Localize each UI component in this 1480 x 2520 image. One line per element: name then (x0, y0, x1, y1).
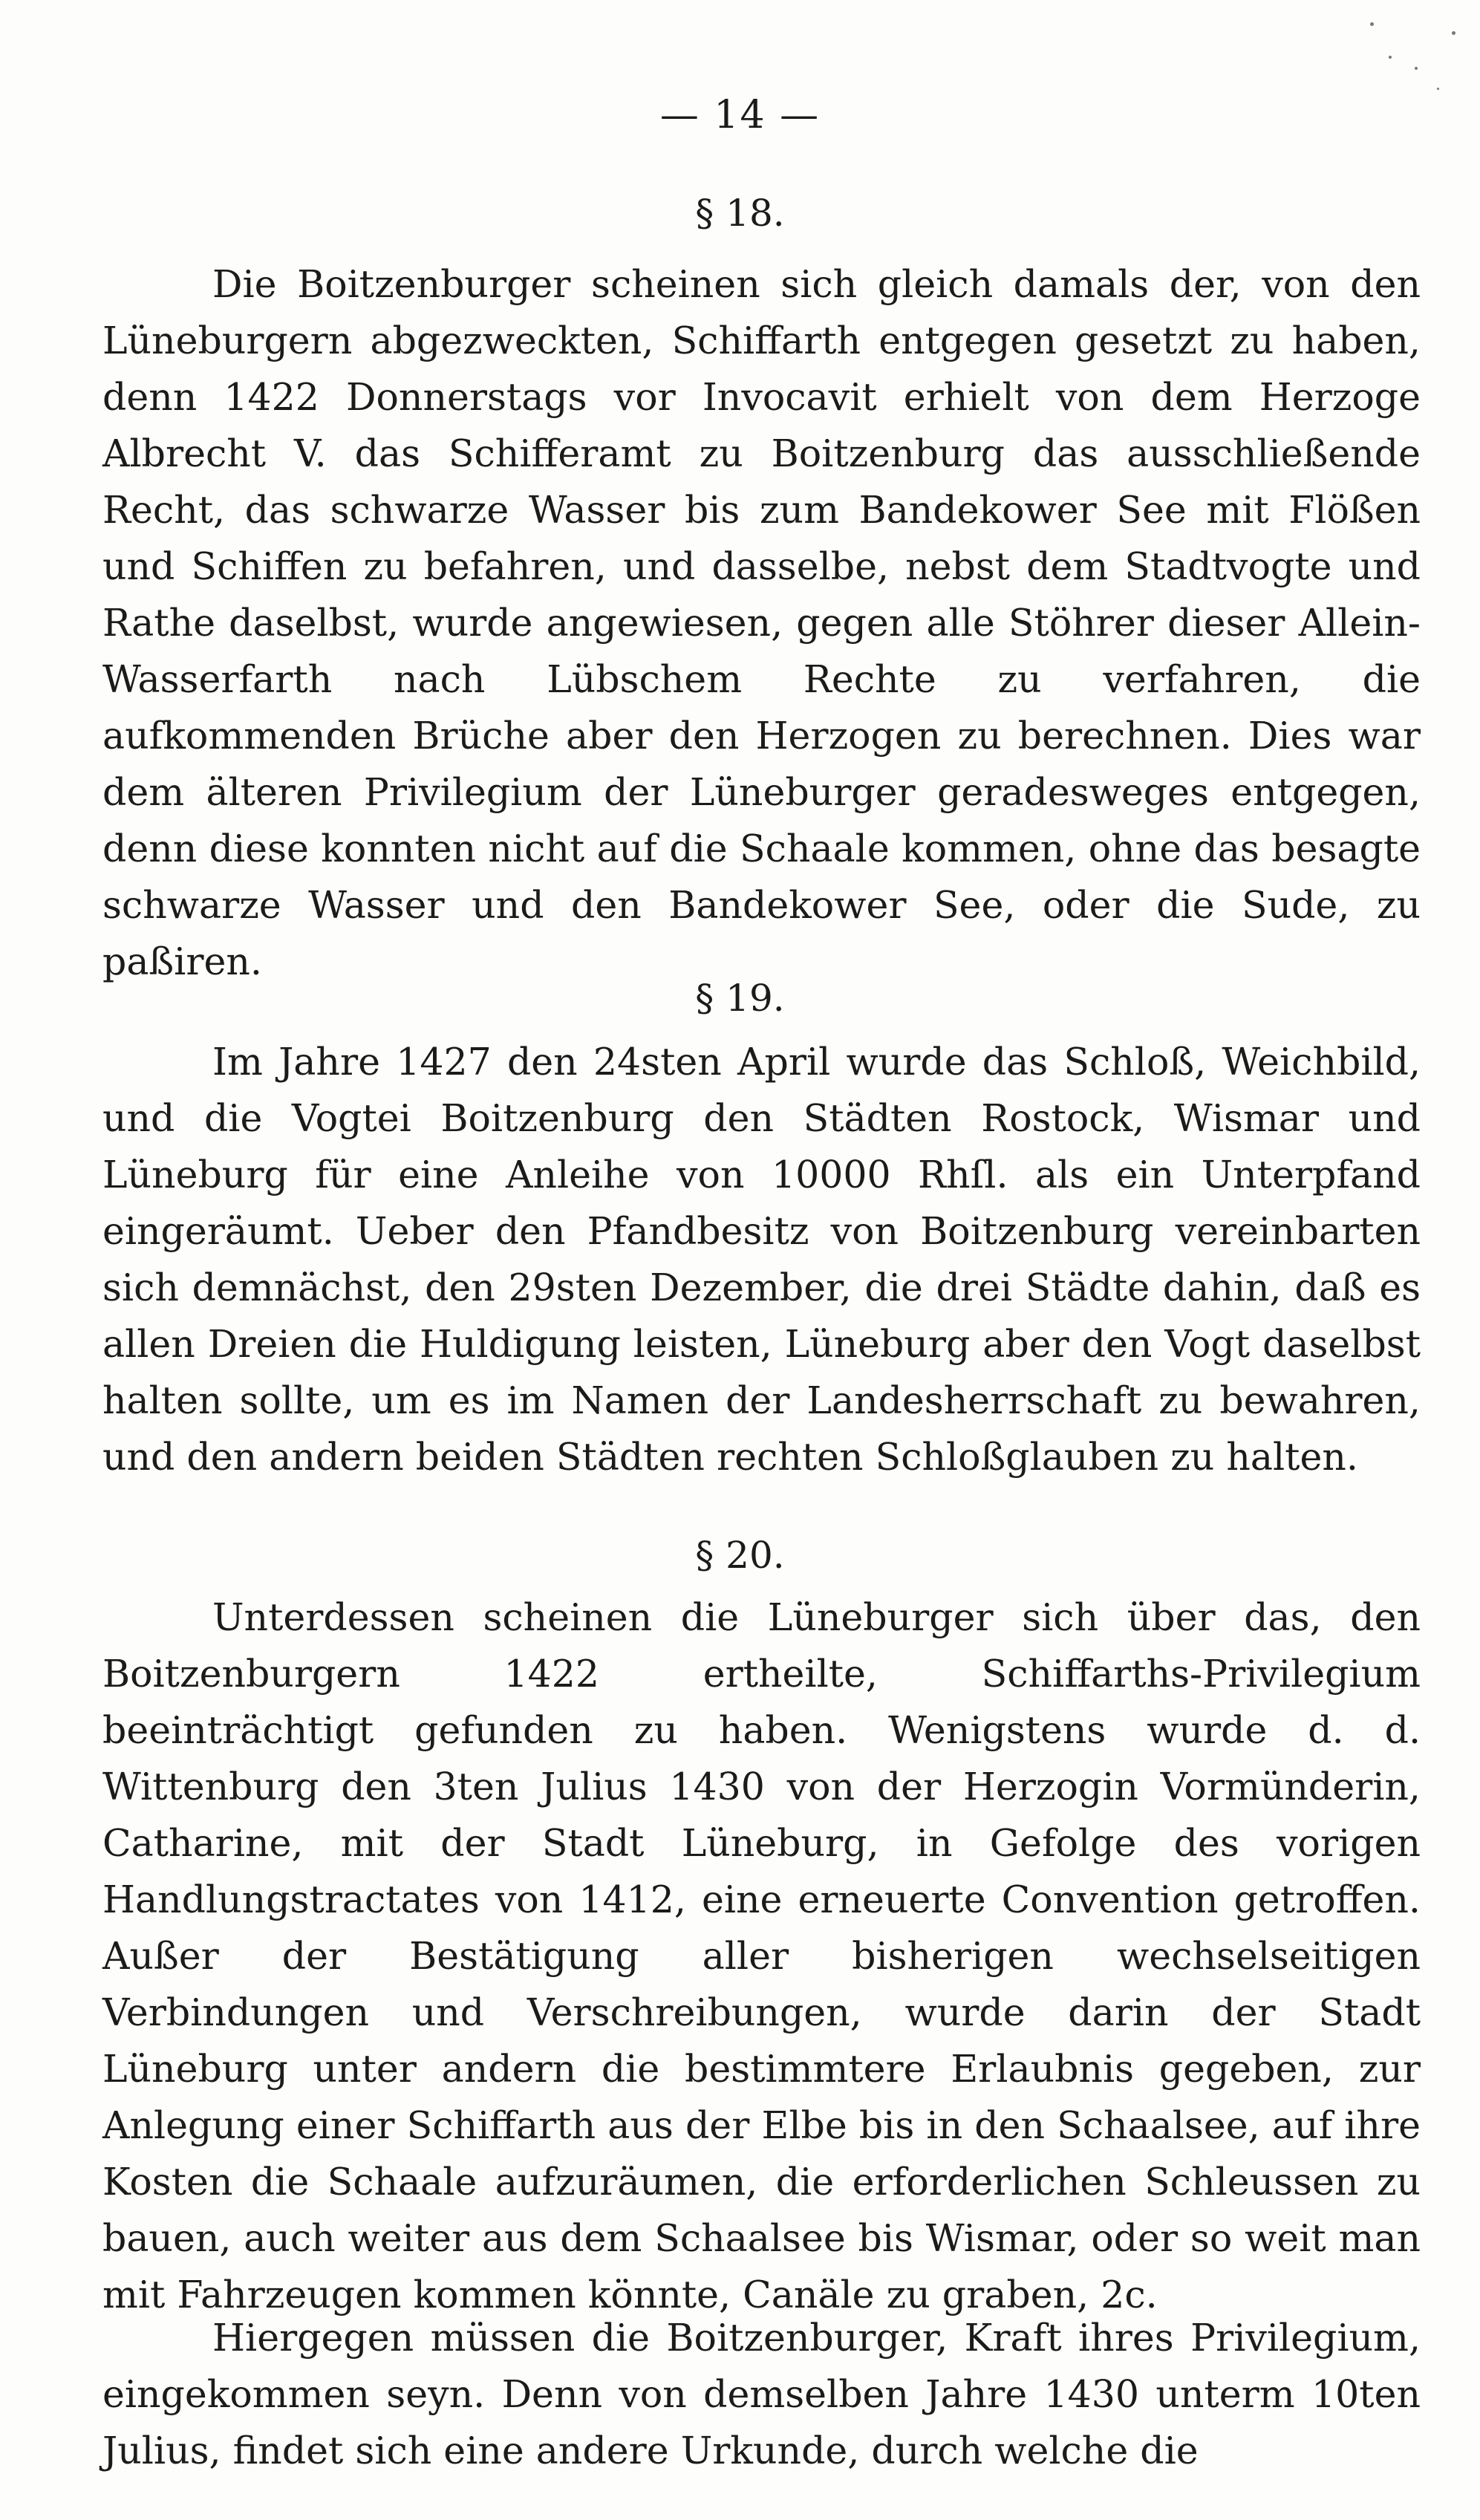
section-heading-18: § 18. (695, 192, 785, 235)
scan-speck (1415, 67, 1418, 70)
paragraph-18-1: Die Boitzenburger scheinen sich gleich damals der, von den Lüneburgern abgezweckten, Schiffarth entgegen gesetzt zu haben, denn 1422 Donnerstags vor Invocavit erhielt von dem Herzoge Albrecht V. das Schifferamt zu Boitzenburg das ausschließende Recht, das schwarze Wasser bis zum Bandekower See mit Flößen und Schiffen zu befahren, und dasselbe, nebst dem Stadtvogte und Rathe daselbst, wurde angewiesen, gegen alle Stöhrer dieser Allein-Wasserfarth nach Lübschem Rechte zu verfahren, die aufkommenden Brüche aber den Herzogen zu berechnen. Dies war dem älteren Privilegium der Lüneburger geradesweges entgegen, denn diese konnten nicht auf die Schaale kommen, ohne das besagte schwarze Wasser und den Bandekower See, oder die Sude, zu paßiren. (102, 262, 1421, 983)
section-heading-20: § 20. (695, 1534, 785, 1577)
scan-speck (1437, 88, 1439, 90)
section-heading-19: § 19. (695, 977, 785, 1020)
paragraph-19-1: Im Jahre 1427 den 24sten April wurde das Schloß, Weichbild, und die Vogtei Boitzenburg den Städten Rostock, Wismar und Lüneburg für eine Anleihe von 10000 Rhſl. als ein Unterpfand eingeräumt. Ueber den Pfandbesitz von Boitzenburg vereinbarten sich demnächst, den 29sten Dezember, die drei Städte dahin, daß es allen Dreien die Huldigung leisten, Lüneburg aber den Vogt daselbst halten sollte, um es im Namen der Landesherrschaft zu bewahren, und den andern beiden Städten rechten Schloßglauben zu halten. (102, 1040, 1421, 1479)
scan-speck (1452, 31, 1455, 35)
scan-speck (1389, 56, 1392, 59)
page-number: — 14 — (659, 93, 821, 137)
paragraph-20-1: Unterdessen scheinen die Lüneburger sich über das, den Boitzenburgern 1422 ertheilte, Schiffarths-Privilegium beeinträchtigt gefunden zu haben. Wenigstens wurde d. d. Wittenburg den 3ten Julius 1430 von der Herzogin Vormünderin, Catharine, mit der Stadt Lüneburg, in Gefolge des vorigen Handlungstractates von 1412, eine erneuerte Convention getroffen. Außer der Bestätigung aller bisherigen wechselseitigen Verbindungen und Verschreibungen, wurde darin der Stadt Lüneburg unter andern die bestimmtere Erlaubnis gegeben, zur Anlegung einer Schiffarth aus der Elbe bis in den Schaalsee, auf ihre Kosten die Schaale aufzuräumen, die erforderlichen Schleussen zu bauen, auch weiter aus dem Schaalsee bis Wismar, oder so weit man mit Fahrzeugen kommen könnte, Canäle zu graben, 2c. (102, 1595, 1421, 2316)
scan-speck (1370, 22, 1374, 26)
paragraph-20-2: Hiergegen müssen die Boitzenburger, Kraft ihres Privilegium, eingekommen seyn. Denn von demselben Jahre 1430 unterm 10ten Julius, findet sich eine andere Urkunde, durch welche die (102, 2316, 1421, 2472)
